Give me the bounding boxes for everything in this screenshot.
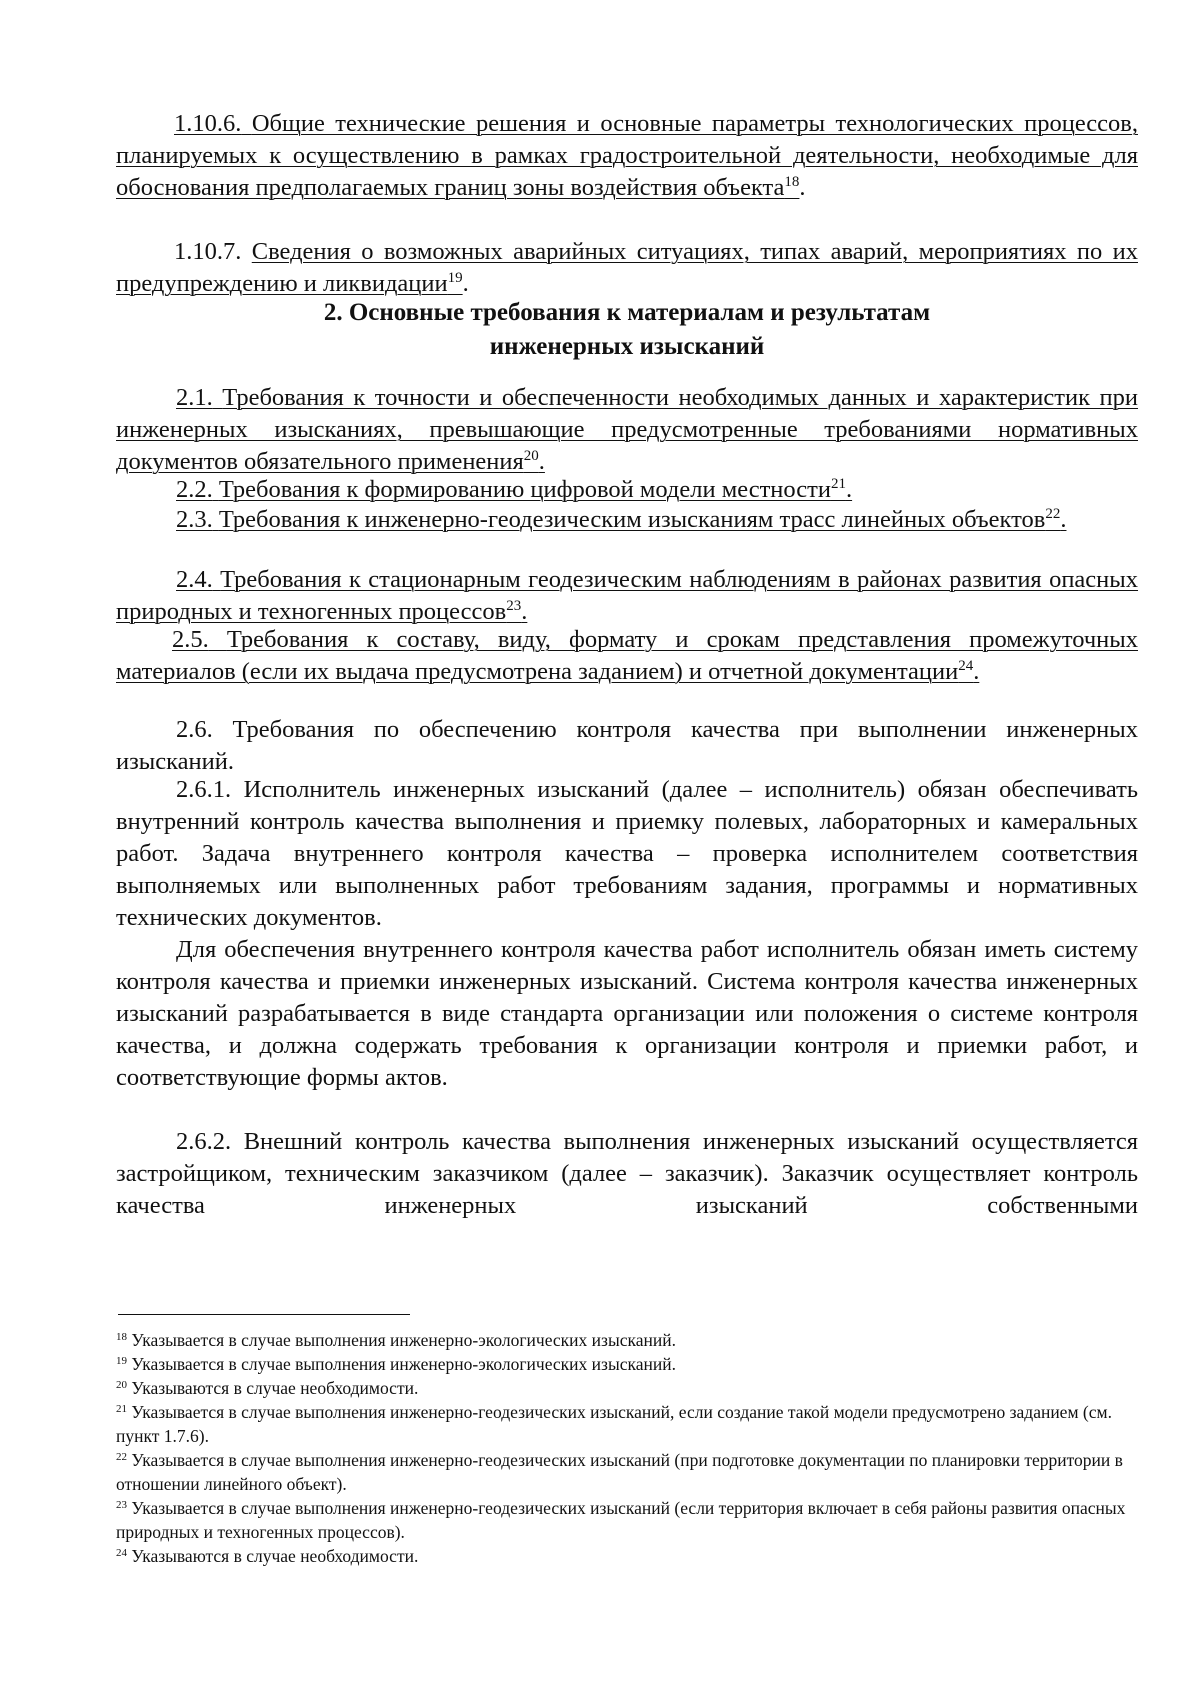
footnote-ref: 23	[506, 598, 522, 614]
footnote-number: 19	[116, 1355, 127, 1367]
item-text: Требования по обеспечению контроля качества при выполнении инженерных изысканий.	[116, 716, 1139, 775]
footnote-number: 23	[116, 1499, 127, 1511]
item-2-4-text: 2.4. Требования к стационарным геодезическим наблюдениям в районах развития опасных природных и техногенных процессов$^{23}$.	[116, 566, 1139, 625]
paragraph-internal-control	[116, 934, 1138, 1094]
item-number: 2.1.	[176, 384, 213, 411]
item-number: 2.6.1.	[176, 776, 232, 803]
footnote-24	[116, 1544, 1146, 1568]
item-2-1-text: 2.1. Требования к точности и обеспеченности необходимых данных и характеристик при инженерных изысканиях, превышающие предусмотренные требованиями нормативных документов обязательного применения$^{20}$.	[116, 384, 1139, 475]
footnote-number: 18	[116, 1331, 127, 1343]
footnote-separator	[118, 1314, 410, 1315]
item-number: 2.4.	[176, 566, 213, 593]
item-2-5-text: 2.5. Требования к составу, виду, формату и срокам представления промежуточных материалов (если их выдача предусмотрена заданием) и отчетной документации$^{24}$.	[116, 626, 1138, 685]
footnote-number: 24	[116, 1547, 127, 1559]
item-text: Внешний контроль качества выполнения инженерных изысканий осуществляется застройщиком, техническим заказчиком (далее – заказчик). Заказчик осуществляет контроль качества инженерных изысканий собственными	[116, 1128, 1139, 1219]
footnote-18	[116, 1328, 1146, 1352]
footnote-22	[116, 1448, 1146, 1496]
section-heading	[116, 296, 1138, 364]
item-number: 2.6.	[176, 716, 213, 743]
item-text: Общие технические решения и основные параметры технологических процессов, планируемых к осуществлению в рамках градостроительной деятельности, необходимые для обоснования предполагаемых границ зоны воздействия объекта	[116, 110, 1138, 201]
item-2-1	[116, 382, 1138, 478]
item-text: Требования к формированию цифровой модели местности	[218, 476, 831, 503]
item-number: 1.10.6.	[174, 110, 242, 137]
item-text: Требования к точности и обеспеченности необходимых данных и характеристик при инженерных изысканиях, превышающие предусмотренные требованиями нормативных документов обязательного применения	[116, 384, 1139, 475]
footnote-text: Указываются в случае необходимости.	[131, 1546, 419, 1566]
item-1-10-7: 1.10.7. Сведения о возможных аварийных ситуациях, типах аварий, мероприятиях по их предупреждению и ликвидации$^{19}$.	[116, 238, 1138, 297]
footnote-number: 21	[116, 1403, 127, 1415]
item-2-6-1	[116, 774, 1138, 934]
item-text: Сведения о возможных аварийных ситуациях, типах аварий, мероприятиях по их предупреждению и ликвидации	[116, 238, 1138, 297]
item-1-10-6-text	[116, 110, 1138, 201]
footnote-text: Указываются в случае необходимости.	[131, 1378, 419, 1398]
footnote-ref: 19	[447, 270, 463, 286]
footnote-text: Указывается в случае выполнения инженерно-геодезических изысканий, если создание такой модели предусмотрено заданием (см. пункт 1.7.6).	[116, 1402, 1112, 1446]
item-number: 2.5.	[172, 626, 209, 653]
item-2-3	[116, 504, 1138, 536]
section-heading-line2: инженерных изысканий	[489, 333, 765, 360]
item-text: Исполнитель инженерных изысканий (далее – исполнитель) обязан обеспечивать внутренний контроль качества выполнения и приемку полевых, лабораторных и камеральных работ. Задача внутреннего контроля качества – проверка исполнителем соответствия выполняемых или выполненных работ требованиям задания, программы и нормативных технических документов.	[116, 776, 1138, 931]
item-text: Требования к составу, виду, формату и срокам представления промежуточных материалов (если их выдача предусмотрена заданием) и отчетной документации	[116, 626, 1138, 685]
footnote-20	[116, 1376, 1146, 1400]
section-heading-line1: 2. Основные требования к материалам и результатам	[323, 299, 931, 326]
footnote-21	[116, 1400, 1146, 1448]
footnote-ref: 22	[1045, 506, 1061, 522]
footnote-number: 22	[116, 1451, 127, 1463]
item-2-2-text: 2.2. Требования к формированию цифровой модели местности$^{21}$.	[176, 476, 853, 503]
footnote-text: Указывается в случае выполнения инженерно-геодезических изысканий (если территория включает в себя районы развития опасных природных и техногенных процессов).	[116, 1498, 1126, 1542]
footnote-ref: 20	[523, 448, 539, 464]
item-2-3-text: 2.3. Требования к инженерно-геодезическим изысканиям трасс линейных объектов$^{22}$.	[176, 506, 1067, 533]
item-2-6	[116, 714, 1138, 778]
item-2-5	[116, 624, 1138, 688]
paragraph-text: Для обеспечения внутреннего контроля качества работ исполнитель обязан иметь систему контроля качества и приемки инженерных изысканий. Система контроля качества инженерных изысканий разрабатывается в виде стандарта организации или положения о системе контроля качества, и должна содержать требования к организации контроля и приемки работ, и соответствующие формы актов.	[116, 936, 1138, 1091]
footnote-text: Указывается в случае выполнения инженерно-экологических изысканий.	[131, 1354, 676, 1374]
item-text: Требования к стационарным геодезическим наблюдениям в районах развития опасных природных и техногенных процессов	[116, 566, 1139, 625]
footnote-text: Указывается в случае выполнения инженерно-экологических изысканий.	[131, 1330, 676, 1350]
footnote-ref: 21	[830, 476, 846, 492]
item-1-10-7-text	[116, 238, 1138, 297]
item-2-2	[116, 474, 1138, 506]
footnote-23	[116, 1496, 1146, 1544]
footnote-number: 20	[116, 1379, 127, 1391]
item-number: 1.10.7.	[174, 238, 242, 265]
item-2-4	[116, 564, 1138, 628]
item-number: 2.2.	[176, 476, 213, 503]
item-1-10-6: 1.10.6. Общие технические решения и основные параметры технологических процессов, планируемых к осуществлению в рамках градостроительной деятельности, необходимые для обоснования предполагаемых границ зоны воздействия объекта$^{18}$.	[116, 110, 1138, 201]
item-number: 2.3.	[176, 506, 213, 533]
footnote-19	[116, 1352, 1146, 1376]
footnote-ref: 24	[958, 658, 974, 674]
footnote-text: Указывается в случае выполнения инженерно-геодезических изысканий (при подготовке документации по планировки территории в отношении линейного объект).	[116, 1450, 1123, 1494]
item-text: Требования к инженерно-геодезическим изысканиям трасс линейных объектов	[218, 506, 1046, 533]
item-number: 2.6.2.	[176, 1128, 232, 1155]
footnote-ref: 18	[784, 174, 800, 190]
item-2-6-2	[116, 1126, 1138, 1222]
